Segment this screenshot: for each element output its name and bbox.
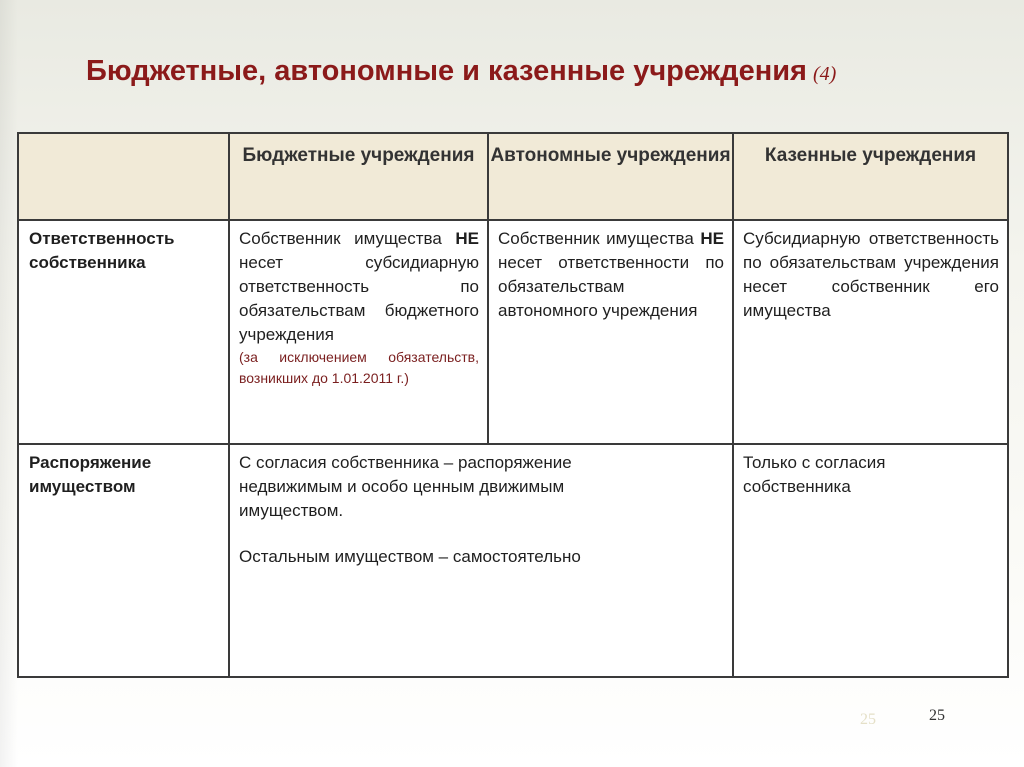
table-row-property-disposal (18, 444, 1008, 677)
cell-state-liability (733, 220, 1008, 444)
budget-liability-part1: Собственник имущества (239, 229, 442, 248)
header-cell-budget: Бюджетные учреждения (229, 133, 488, 220)
header-cell-empty (18, 133, 229, 220)
autonomous-liability-part2: несет ответственности по обязательствам автономного учреждения (498, 253, 724, 320)
budget-liability-ne: НЕ (455, 229, 479, 248)
cell-budget-liability (229, 220, 488, 444)
cell-autonomous-liability (488, 220, 733, 444)
table-row-owner-liability (18, 220, 1008, 444)
autonomous-liability-part1: Собственник имущества (498, 229, 694, 248)
budget-liability-text (239, 227, 479, 347)
slide-edge-shadow (0, 0, 18, 767)
autonomous-liability-text (498, 227, 724, 323)
comparison-table (17, 132, 1009, 678)
state-liability-text: Субсидиарную ответственность по обязательствам учреждения несет собственник его имущества (743, 229, 999, 320)
slide-title-text: Бюджетные, автономные и казенные учреждения (86, 55, 807, 87)
disposal-line1: С согласия собственника – распоряжение недвижимым и особо ценным движимым имуществом. (239, 453, 572, 520)
header-cell-state: Казенные учреждения (733, 133, 1008, 220)
cell-budget-autonomous-disposal (229, 444, 733, 677)
slide-title-number: (4) (812, 63, 837, 85)
page-number: 25 (929, 707, 945, 724)
cell-state-disposal (733, 444, 1008, 677)
disposal-line2: Остальным имуществом – самостоятельно (239, 547, 581, 566)
budget-liability-note: (за исключением обязательств, возникших до 1.01.2011 г.) (239, 349, 479, 386)
page-number-faint: 25 (860, 711, 876, 728)
row-label-owner-liability: Ответственность собственника (18, 220, 229, 444)
header-cell-autonomous: Автономные учреждения (488, 133, 733, 220)
state-disposal-text: Только с согласия собственника (743, 453, 886, 496)
disposal-spacer (239, 523, 724, 545)
slide-title (86, 55, 1006, 88)
budget-liability-part2: несет субсидиарную ответственность по обязательствам бюджетного учреждения (239, 253, 479, 344)
autonomous-liability-ne: НЕ (700, 229, 724, 248)
row-label-property-disposal: Распоряжение имуществом (18, 444, 229, 677)
table-header-row (18, 133, 1008, 220)
